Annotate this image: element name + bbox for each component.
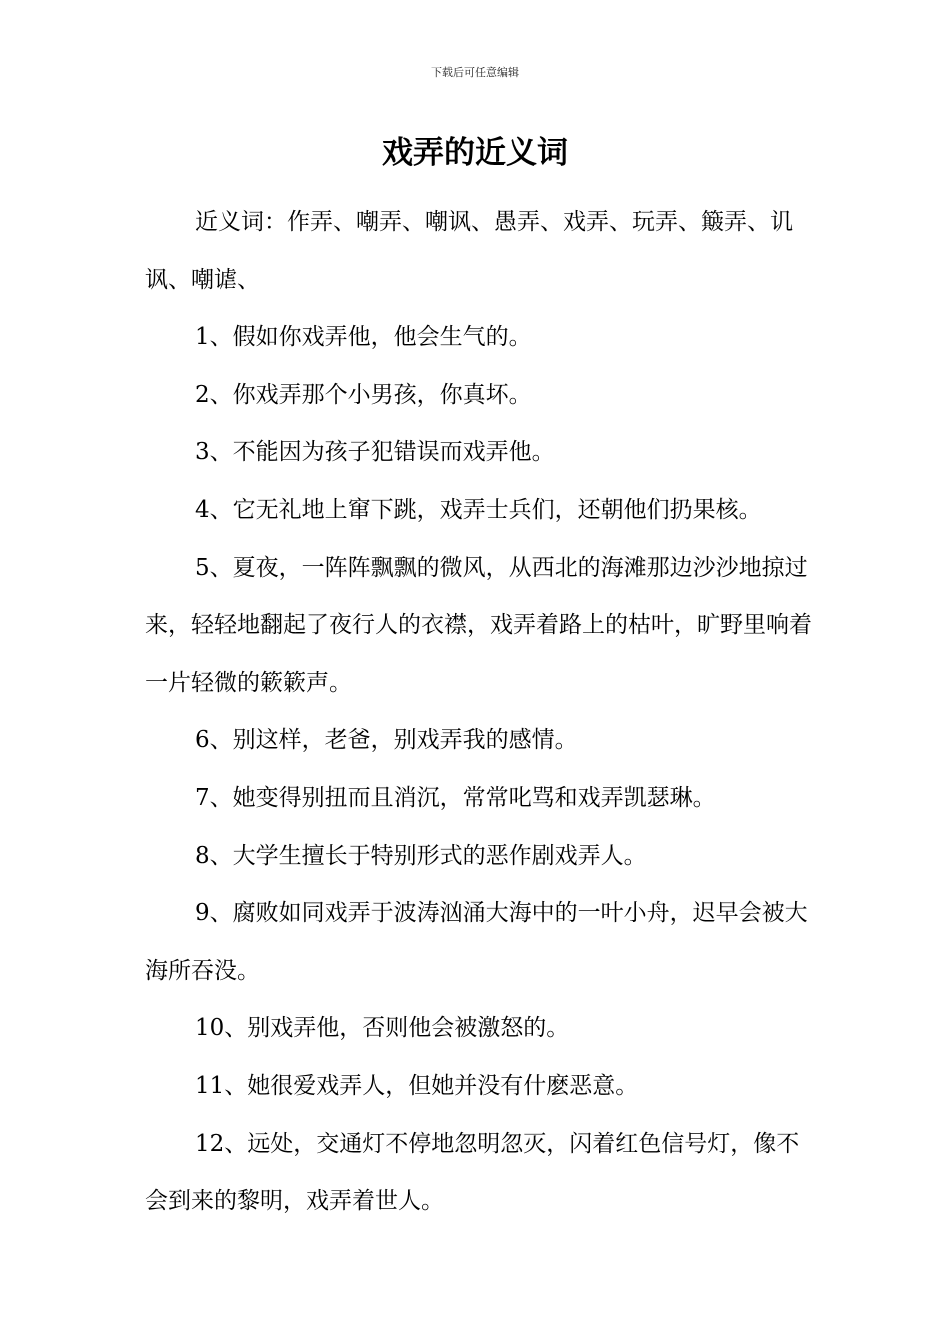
synonyms-paragraph: 近义词：作弄、嘲弄、嘲讽、愚弄、戏弄、玩弄、簸弄、讥讽、嘲谑、 (145, 209, 793, 293)
example-sentence-5: 5、夏夜，一阵阵飘飘的微风，从西北的海滩那边沙沙地掠过来，轻轻地翻起了夜行人的衣襟，戏弄着路上的枯叶，旷野里响着一片轻微的簌簌声。 (145, 554, 812, 696)
example-sentence-4: 4、它无礼地上窜下跳，戏弄士兵们，还朝他们扔果核。 (195, 496, 762, 523)
example-sentence-1: 1、假如你戏弄他，他会生气的。 (195, 324, 532, 351)
example-sentence-8: 8、大学生擅长于特别形式的恶作剧戏弄人。 (195, 842, 647, 869)
header-note: 下载后可任意编辑 (431, 66, 519, 79)
example-sentence-2: 2、你戏弄那个小男孩，你真坏。 (195, 381, 532, 408)
example-sentence-12: 12、远处，交通灯不停地忽明忽灭，闪着红色信号灯，像不会到来的黎明，戏弄着世人。 (145, 1130, 800, 1215)
example-sentence-7: 7、她变得别扭而且消沉，常常叱骂和戏弄凯瑟琳。 (195, 784, 716, 811)
example-sentence-9: 9、腐败如同戏弄于波涛汹涌大海中的一叶小舟，迟早会被大海所吞没。 (145, 900, 808, 984)
example-sentence-6: 6、别这样，老爸，别戏弄我的感情。 (195, 727, 578, 754)
example-sentence-10: 10、别戏弄他，否则他会被激怒的。 (195, 1015, 570, 1042)
page-title: 戏弄的近义词 (382, 135, 568, 171)
example-sentence-11: 11、她很爱戏弄人，但她并没有什麽恶意。 (195, 1072, 639, 1099)
document-body (145, 194, 817, 1231)
example-sentence-3: 3、不能因为孩子犯错误而戏弄他。 (195, 439, 555, 466)
